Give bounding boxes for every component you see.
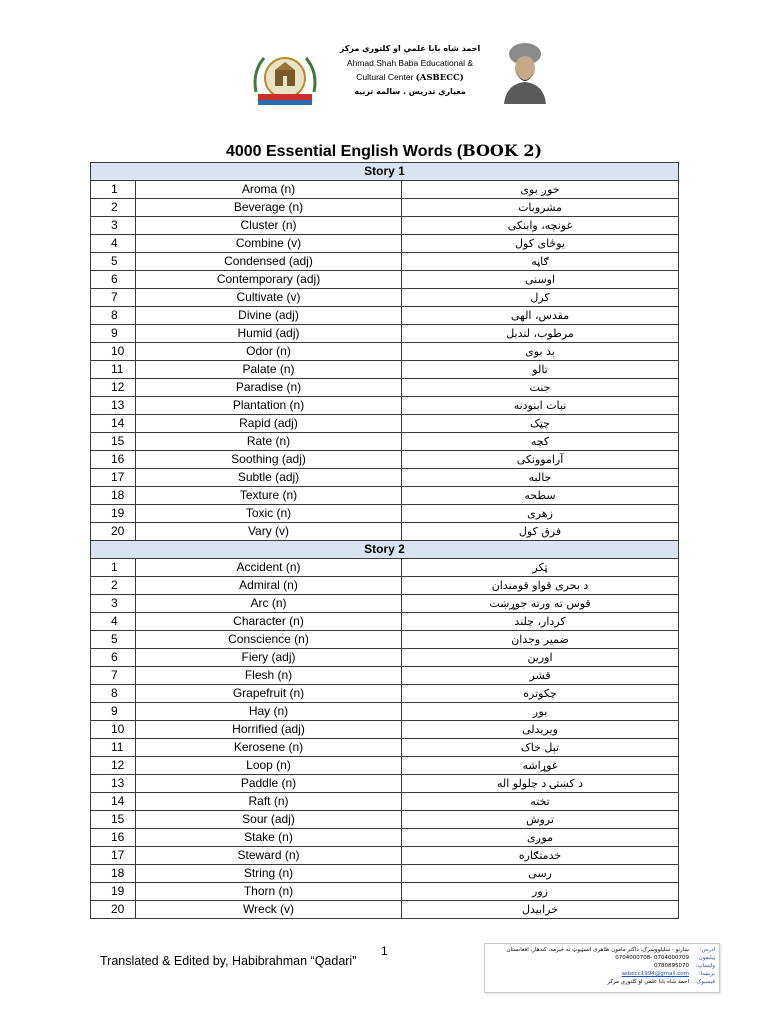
english-word: Combine (v) (136, 235, 402, 253)
table-row (91, 469, 679, 487)
word-number: 11 (91, 361, 136, 379)
pashto-translation: د بحری قواو قومندان (402, 577, 679, 595)
whatsapp-text: 0780895070 (654, 963, 689, 969)
table-row (91, 307, 679, 325)
page-header (0, 40, 768, 110)
story-header-row (91, 541, 679, 559)
word-number: 9 (91, 703, 136, 721)
pashto-translation: تالو (402, 361, 679, 379)
word-number: 11 (91, 739, 136, 757)
word-number: 19 (91, 883, 136, 901)
word-number: 15 (91, 433, 136, 451)
table-row (91, 703, 679, 721)
english-word: Beverage (n) (136, 199, 402, 217)
table-row (91, 595, 679, 613)
table-row (91, 397, 679, 415)
word-number: 4 (91, 613, 136, 631)
word-number: 14 (91, 415, 136, 433)
pashto-translation: غوړاشه (402, 757, 679, 775)
english-word: Flesh (n) (136, 667, 402, 685)
pashto-translation: تخته (402, 793, 679, 811)
english-word: Accident (n) (136, 559, 402, 577)
english-word: Divine (adj) (136, 307, 402, 325)
word-number: 3 (91, 217, 136, 235)
table-row (91, 757, 679, 775)
phone-label: ټیلیفون: (696, 955, 715, 961)
english-word: Admiral (n) (136, 577, 402, 595)
story-header-row (91, 163, 679, 181)
word-number: 6 (91, 649, 136, 667)
table-row (91, 811, 679, 829)
table-row (91, 487, 679, 505)
table-row (91, 883, 679, 901)
table-row (91, 379, 679, 397)
english-word: Sour (adj) (136, 811, 402, 829)
email-link[interactable]: asbecc1994@gmail.com (621, 971, 689, 977)
pashto-translation: کچه (402, 433, 679, 451)
table-row (91, 451, 679, 469)
pashto-translation: تېل خاک (402, 739, 679, 757)
pashto-translation: مقدس، الهی (402, 307, 679, 325)
pashto-translation: یوځای کول (402, 235, 679, 253)
story-heading: Story 1 (91, 163, 679, 181)
facebook-text: احمد شاه بابا علمي او کلتوري مرکز (607, 979, 689, 985)
pashto-translation: موږی (402, 829, 679, 847)
pashto-translation: مرطوب، لندبل (402, 325, 679, 343)
table-row (91, 847, 679, 865)
word-number: 12 (91, 379, 136, 397)
word-number: 5 (91, 253, 136, 271)
pashto-translation: زهری (402, 505, 679, 523)
english-word: Cluster (n) (136, 217, 402, 235)
word-number: 7 (91, 289, 136, 307)
table-row (91, 829, 679, 847)
word-number: 13 (91, 397, 136, 415)
pashto-translation: خدمتګاره (402, 847, 679, 865)
english-word: Raft (n) (136, 793, 402, 811)
word-number: 8 (91, 307, 136, 325)
org-tagline: معياري تدريس . سالمه تربيه (354, 87, 466, 96)
word-number: 20 (91, 523, 136, 541)
english-word: Grapefruit (n) (136, 685, 402, 703)
english-word: Arc (n) (136, 595, 402, 613)
english-word: Loop (n) (136, 757, 402, 775)
english-word: Stake (n) (136, 829, 402, 847)
pashto-translation: بد بوی (402, 343, 679, 361)
word-number: 13 (91, 775, 136, 793)
translator-credit: Translated & Edited by, Habibrahman “Qadari” (100, 954, 357, 968)
pashto-translation: ضمیر وجدان (402, 631, 679, 649)
pashto-translation: د کښتۍ د چلولو اله (402, 775, 679, 793)
table-row (91, 901, 679, 919)
table-row (91, 865, 679, 883)
english-word: Plantation (n) (136, 397, 402, 415)
vocabulary-table (90, 162, 679, 919)
table-row (91, 343, 679, 361)
english-word: Horrified (adj) (136, 721, 402, 739)
english-word: Humid (adj) (136, 325, 402, 343)
word-number: 19 (91, 505, 136, 523)
pashto-translation: غونچه، وابنکی (402, 217, 679, 235)
pashto-translation: قوس ته ورته جوړښت (402, 595, 679, 613)
word-number: 6 (91, 271, 136, 289)
english-word: Rate (n) (136, 433, 402, 451)
table-row (91, 433, 679, 451)
whatsapp-label: واټساپ: (695, 963, 715, 969)
pashto-translation: چټک (402, 415, 679, 433)
english-word: String (n) (136, 865, 402, 883)
page-number: 1 (381, 944, 388, 958)
table-row (91, 559, 679, 577)
book-label: BOOK 2) (462, 141, 543, 160)
pashto-translation: بوږ (402, 703, 679, 721)
pashto-translation: تروش (402, 811, 679, 829)
word-number: 18 (91, 865, 136, 883)
word-number: 1 (91, 181, 136, 199)
pashto-translation: خوږ بوی (402, 181, 679, 199)
english-word: Subtle (adj) (136, 469, 402, 487)
table-row (91, 235, 679, 253)
table-row (91, 325, 679, 343)
table-row (91, 361, 679, 379)
english-word: Fiery (adj) (136, 649, 402, 667)
table-row (91, 505, 679, 523)
table-row (91, 793, 679, 811)
word-number: 16 (91, 829, 136, 847)
table-row (91, 685, 679, 703)
word-number: 9 (91, 325, 136, 343)
word-number: 20 (91, 901, 136, 919)
pashto-translation: سطحه (402, 487, 679, 505)
phone-text: 0704000709 -0704000708 (615, 955, 689, 961)
word-number: 7 (91, 667, 136, 685)
pashto-translation: آراموونکی (402, 451, 679, 469)
word-number: 4 (91, 235, 136, 253)
english-word: Palate (n) (136, 361, 402, 379)
ahmad-shah-baba-portrait-icon (500, 40, 550, 104)
english-word: Paradise (n) (136, 379, 402, 397)
pashto-translation: جالبه (402, 469, 679, 487)
english-word: Paddle (n) (136, 775, 402, 793)
story-heading: Story 2 (91, 541, 679, 559)
pashto-translation: جنت (402, 379, 679, 397)
org-name-english-line2: Cultural Center (356, 72, 414, 82)
address-label: ادرس: (699, 947, 715, 953)
pashto-translation: ټکر (402, 559, 679, 577)
pashto-translation: رسی (402, 865, 679, 883)
table-row (91, 721, 679, 739)
table-row (91, 523, 679, 541)
english-word: Kerosene (n) (136, 739, 402, 757)
page-title: 4000 Essential English Words (BOOK 2) (225, 141, 543, 160)
table-row (91, 253, 679, 271)
table-row (91, 577, 679, 595)
english-word: Thorn (n) (136, 883, 402, 901)
word-number: 14 (91, 793, 136, 811)
english-word: Conscience (n) (136, 631, 402, 649)
english-word: Hay (n) (136, 703, 402, 721)
english-word: Condensed (adj) (136, 253, 402, 271)
pashto-translation: نبات ابنودنه (402, 397, 679, 415)
table-row (91, 649, 679, 667)
word-number: 17 (91, 469, 136, 487)
pashto-translation: قشر (402, 667, 679, 685)
pashto-translation: ویریدلی (402, 721, 679, 739)
english-word: Toxic (n) (136, 505, 402, 523)
table-row (91, 415, 679, 433)
english-word: Character (n) (136, 613, 402, 631)
english-word: Rapid (adj) (136, 415, 402, 433)
pashto-translation: اوسنی (402, 271, 679, 289)
pashto-translation: خرابیدل (402, 901, 679, 919)
english-word: Texture (n) (136, 487, 402, 505)
pashto-translation: فرق کول (402, 523, 679, 541)
english-word: Wreck (v) (136, 901, 402, 919)
afghanistan-emblem-icon (250, 48, 320, 108)
pashto-translation: چکوتره (402, 685, 679, 703)
org-name-english-line1: Ahmad Shah Baba Educational & (346, 58, 474, 68)
english-word: Soothing (adj) (136, 451, 402, 469)
table-row (91, 667, 679, 685)
word-number: 15 (91, 811, 136, 829)
word-number: 8 (91, 685, 136, 703)
table-row (91, 613, 679, 631)
word-number: 1 (91, 559, 136, 577)
pashto-translation: زور (402, 883, 679, 901)
english-word: Cultivate (v) (136, 289, 402, 307)
word-number: 10 (91, 343, 136, 361)
pashto-translation: اورین (402, 649, 679, 667)
word-number: 18 (91, 487, 136, 505)
organization-name (322, 42, 498, 99)
word-number: 2 (91, 199, 136, 217)
facebook-label: فیسبوک: (694, 979, 715, 985)
address-text: ښارنو - سلیلووسرک، داکتر مامون ظاهری انسټیوټ ته څیرمه، کندهار، افغانستان (506, 947, 689, 953)
word-number: 3 (91, 595, 136, 613)
table-row (91, 775, 679, 793)
contact-box (484, 943, 720, 993)
word-number: 16 (91, 451, 136, 469)
word-number: 10 (91, 721, 136, 739)
pashto-translation: ګاڼه (402, 253, 679, 271)
org-name-pashto: احمد شاه بابا علمي او کلتوري مرکز (339, 44, 481, 53)
table-row (91, 181, 679, 199)
word-number: 17 (91, 847, 136, 865)
word-number: 5 (91, 631, 136, 649)
email-label: برېښنا: (698, 971, 715, 977)
table-row (91, 631, 679, 649)
table-row (91, 289, 679, 307)
table-row (91, 217, 679, 235)
org-abbreviation: (ASBECC) (415, 73, 464, 83)
pashto-translation: کرل (402, 289, 679, 307)
english-word: Contemporary (adj) (136, 271, 402, 289)
word-number: 2 (91, 577, 136, 595)
english-word: Aroma (n) (136, 181, 402, 199)
english-word: Vary (v) (136, 523, 402, 541)
pashto-translation: مشروبات (402, 199, 679, 217)
table-row (91, 199, 679, 217)
english-word: Steward (n) (136, 847, 402, 865)
table-row (91, 739, 679, 757)
english-word: Odor (n) (136, 343, 402, 361)
table-row (91, 271, 679, 289)
word-number: 12 (91, 757, 136, 775)
pashto-translation: کردار، چلند (402, 613, 679, 631)
